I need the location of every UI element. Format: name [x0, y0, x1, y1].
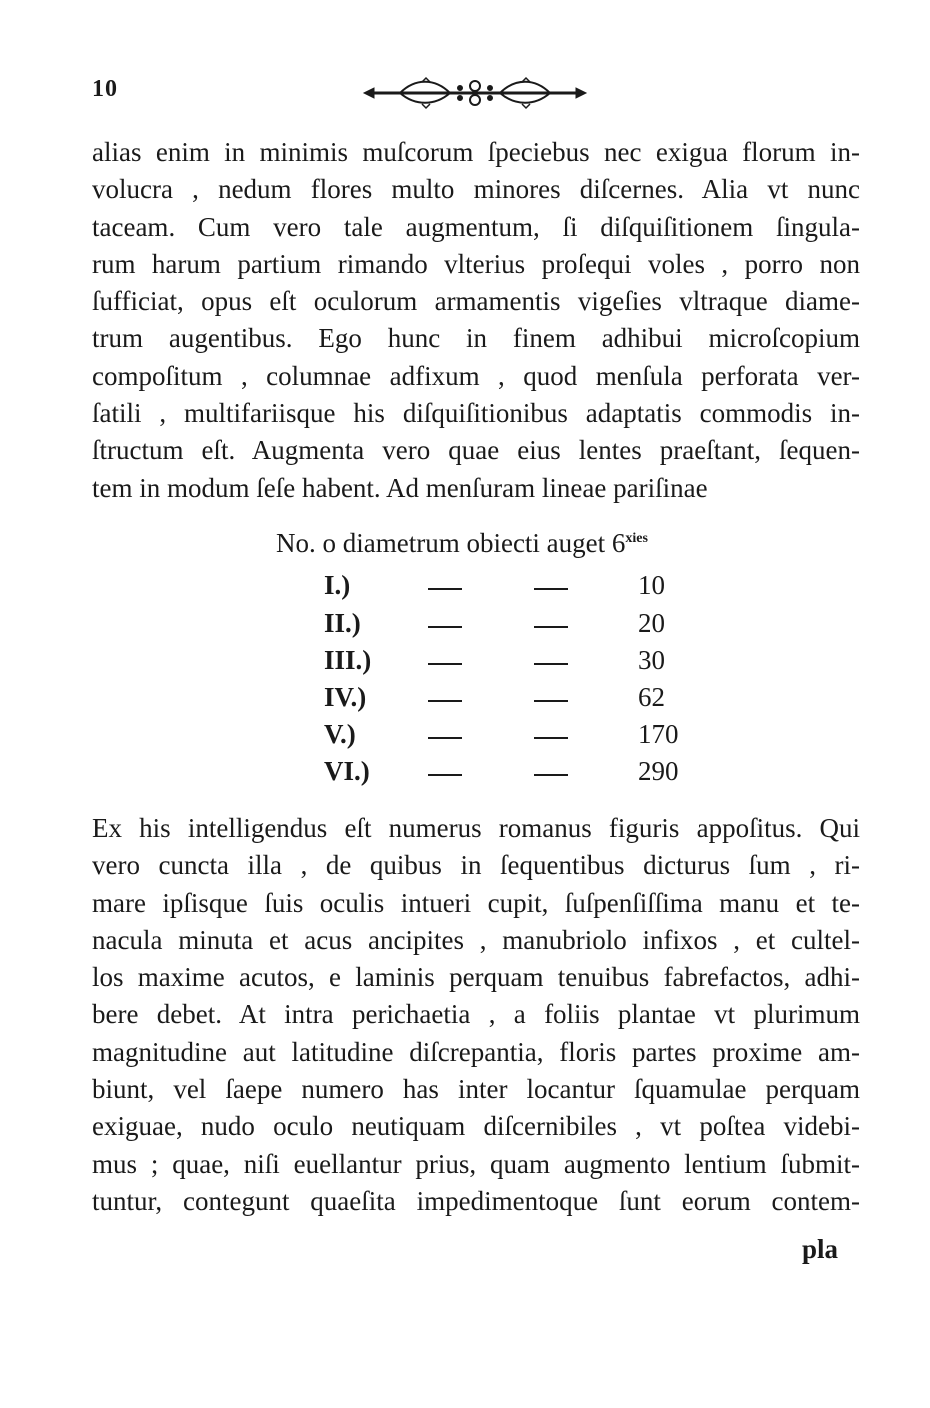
row-dash — [428, 737, 462, 739]
row-value: 170 — [638, 719, 679, 749]
table-header-superscript: xies — [625, 531, 648, 546]
table-row — [276, 756, 716, 792]
row-dash — [428, 663, 462, 665]
text-line: exiguae, nudo oculo neutiquam diſcernibiles , vt poſtea videbi- — [92, 1111, 860, 1142]
row-value: 30 — [638, 645, 665, 675]
catchword: pla — [802, 1234, 839, 1264]
row-numeral: IV.) — [324, 682, 367, 712]
text-line: biunt, vel ſaepe numero has inter locantur ſquamulae perquam — [92, 1074, 860, 1105]
row-dash — [428, 774, 462, 776]
text-line: compoſitum , columnae adfixum , quod menſula perforata ver- — [92, 360, 860, 391]
text-line: ſtructum eſt. Augmenta vero quae eius lentes praeſtant, ſequen- — [92, 435, 860, 466]
text-line: taceam. Cum vero tale augmentum, ſi diſquiſitionem ſingula- — [92, 211, 860, 242]
row-numeral: VI.) — [324, 756, 370, 786]
row-dash — [534, 626, 568, 628]
text-line: trum augentibus. Ego hunc in finem adhibui microſcopium — [92, 323, 860, 354]
row-dash — [534, 774, 568, 776]
page-number: 10 — [92, 76, 118, 102]
text-line: volucra , nedum flores multo minores diſcernes. Alia vt nunc — [92, 174, 860, 205]
table-row — [276, 608, 716, 644]
row-numeral: V.) — [324, 719, 356, 749]
row-dash — [534, 663, 568, 665]
table-header — [276, 528, 648, 559]
text-line: vero cuncta illa , de quibus in ſequentibus dicturus ſum , ri- — [92, 850, 860, 881]
row-dash — [534, 737, 568, 739]
row-value: 62 — [638, 682, 665, 712]
table-header-text: No. o diametrum obiecti auget 6 — [276, 528, 626, 558]
row-numeral: II.) — [324, 608, 361, 638]
text-line: Ex his intelligendus eſt numerus romanus figuris appoſitus. Qui — [92, 813, 860, 843]
text-line: alias enim in minimis muſcorum ſpeciebus nec exigua florum in- — [92, 137, 860, 167]
row-dash — [534, 588, 568, 590]
row-dash — [428, 700, 462, 702]
row-value: 10 — [638, 570, 665, 600]
row-dash — [428, 626, 462, 628]
row-dash — [534, 700, 568, 702]
table-row — [276, 570, 716, 606]
text-line: los maxime acutos, e laminis perquam tenuibus fabrefactos, adhi- — [92, 962, 860, 993]
text-line: rum harum partium rimando vlterius proſequi voles , porro non — [92, 248, 860, 279]
row-numeral: I.) — [324, 570, 351, 600]
paragraph-2 — [92, 810, 860, 1220]
text-line: ſatili , multifariisque his diſquiſitionibus adaptatis commodis in- — [92, 398, 860, 429]
text-line: tem in modum ſeſe habent. Ad menſuram lineae pariſinae — [92, 472, 708, 503]
table-row — [276, 645, 716, 681]
text-line: ſufficiat, opus eſt oculorum armamentis vigeſies vltraque diame- — [92, 286, 860, 317]
text-line: mare ipſisque ſuis oculis intueri cupit, ſuſpenſiſſima manu et te- — [92, 887, 860, 918]
text-line: bere debet. At intra perichaetia , a foliis plantae vt plurimum — [92, 999, 860, 1030]
row-value: 290 — [638, 756, 679, 786]
text-line: nacula minuta et acus ancipites , manubriolo infixos , et cultel- — [92, 924, 860, 955]
text-line: tuntur, contegunt quaeſita impedimentoque ſunt eorum contem- — [92, 1185, 860, 1216]
row-value: 20 — [638, 608, 665, 638]
row-dash — [428, 588, 462, 590]
table-row — [276, 682, 716, 718]
text-line: magnitudine aut latitudine diſcrepantia, floris partes proxime am- — [92, 1036, 860, 1067]
table-row — [276, 719, 716, 755]
row-numeral: III.) — [324, 645, 372, 675]
paragraph-1 — [92, 134, 860, 507]
decorative-ornament-icon — [360, 76, 590, 110]
text-line: mus ; quae, niſi euellantur prius, quam augmento lentium ſubmit- — [92, 1148, 860, 1179]
